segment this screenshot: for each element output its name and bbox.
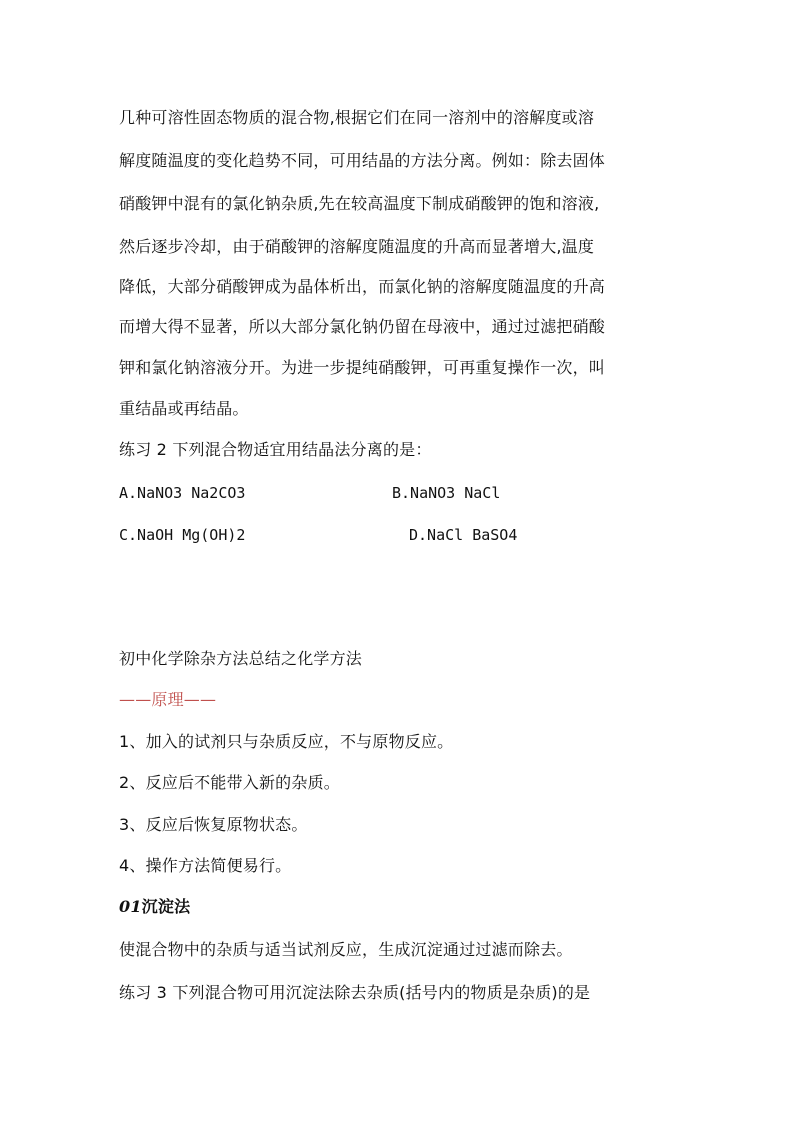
method-01-description: 使混合物中的杂质与适当试剂反应，生成沉淀通过过滤而除去。 <box>119 940 573 959</box>
paragraph-line: 解度随温度的变化趋势不同，可用结晶的方法分离。例如：除去固体 <box>119 151 606 170</box>
section-title: 初中化学除杂方法总结之化学方法 <box>119 649 363 668</box>
principle-item: 1、加入的试剂只与杂质反应，不与原物反应。 <box>119 732 454 751</box>
exercise-3-question: 练习 3 下列混合物可用沉淀法除去杂质(括号内的物质是杂质)的是 <box>119 983 591 1002</box>
paragraph-line: 硝酸钾中混有的氯化钠杂质,先在较高温度下制成硝酸钾的饱和溶液, <box>119 194 600 213</box>
principle-item: 4、操作方法简便易行。 <box>119 856 292 875</box>
exercise-2-option-d: D.NaCl BaSO4 <box>409 526 518 544</box>
exercise-2-option-a: A.NaNO3 Na2CO3 <box>119 484 246 502</box>
method-01-number: 01 <box>119 897 142 916</box>
paragraph-line: 钾和氯化钠溶液分开。为进一步提纯硝酸钾，可再重复操作一次，叫 <box>119 358 606 377</box>
principle-item: 3、反应后恢复原物状态。 <box>119 815 308 834</box>
method-01-heading <box>119 896 190 918</box>
method-01-name: 沉淀法 <box>141 897 191 916</box>
paragraph-line: 重结晶或再结晶。 <box>119 399 249 418</box>
principle-heading: ——原理—— <box>119 690 217 709</box>
exercise-2-option-c: C.NaOH Mg(OH)2 <box>119 526 246 544</box>
paragraph-line: 然后逐步冷却，由于硝酸钾的溶解度随温度的升高而显著增大,温度 <box>119 237 595 256</box>
exercise-2-question: 练习 2 下列混合物适宜用结晶法分离的是： <box>119 440 432 459</box>
paragraph-line: 降低，大部分硝酸钾成为晶体析出，而氯化钠的溶解度随温度的升高 <box>119 277 606 296</box>
paragraph-line: 几种可溶性固态物质的混合物,根据它们在同一溶剂中的溶解度或溶 <box>119 108 595 127</box>
principle-item: 2、反应后不能带入新的杂质。 <box>119 773 340 792</box>
exercise-2-option-b: B.NaNO3 NaCl <box>392 484 501 502</box>
paragraph-line: 而增大得不显著，所以大部分氯化钠仍留在母液中，通过过滤把硝酸 <box>119 317 606 336</box>
